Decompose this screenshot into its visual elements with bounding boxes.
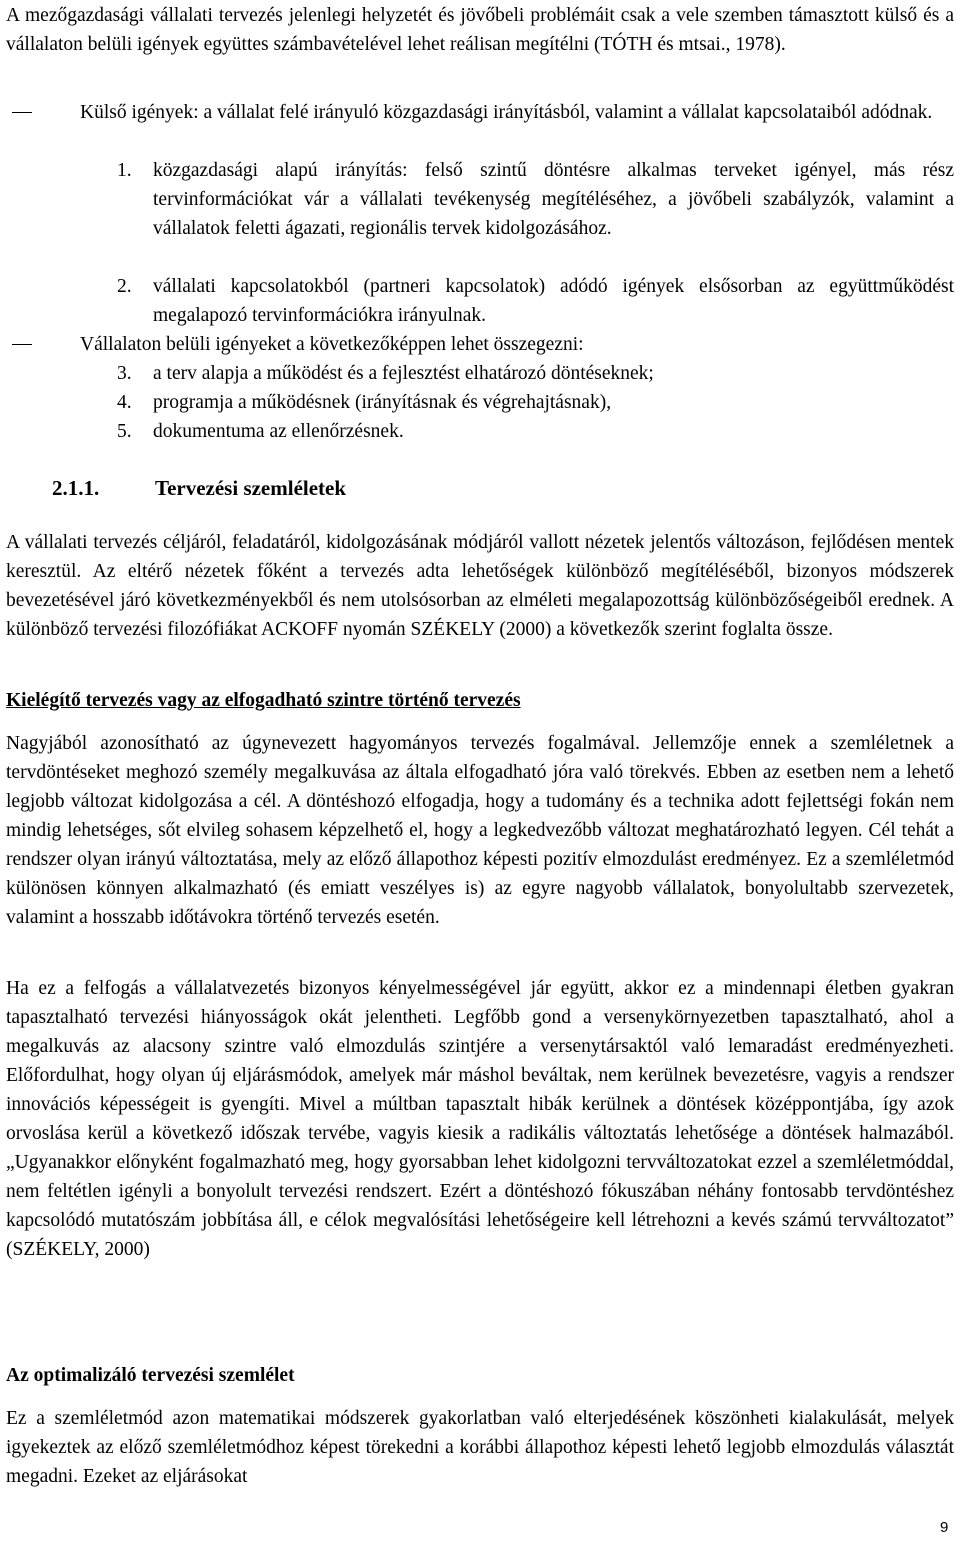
list-number: 2. [117, 276, 132, 297]
list-text: a terv alapja a működést és a fejlesztést elhatározó döntéseknek; [153, 363, 654, 384]
list-number: 5. [117, 421, 132, 442]
internal-needs-text: Vállalaton belüli igényeket a következőképpen lehet összegezni: [80, 334, 584, 355]
list-number: 4. [117, 392, 132, 413]
list-text: közgazdasági alapú irányítás: felső szintű döntésre alkalmas terveket igényel, más rész tervinformációkat vár a vállalati tevékenység megítéléséhez, a jövőbeli szabályzók, valamint a vállalatok feletti ágazati, regionális tervek kidolgozásához. [153, 160, 954, 239]
list-text: vállalati kapcsolatokból (partneri kapcsolatok) adódó igények elsősorban az együttműködést megalapozó tervinformációkra irányulnak. [153, 276, 954, 326]
paragraph-optimizing: Ez a szemléletmód azon matematikai módszerek gyakorlatban való elterjedésének köszönheti kialakulását, melyek igyekeztek az előző szemléletmódhoz képest törekedni a korábbi állapothoz képesti lehető legjobb elmozdulás választát megadni. Ezeket az eljárásokat [6, 1408, 954, 1487]
subheading-optimizing: Az optimalizáló tervezési szemlélet [6, 1365, 295, 1386]
list-number: 3. [117, 363, 132, 384]
list-number: 1. [117, 160, 132, 181]
external-needs-text: Külső igények: a vállalat felé irányuló közgazdasági irányításból, valamint a vállalat kapcsolataiból adódnak. [80, 102, 933, 123]
dash-bullet-icon [12, 344, 32, 345]
list-text: programja a működésnek (irányításnak és végrehajtásnak), [153, 392, 612, 413]
list-text: dokumentuma az ellenőrzésnek. [153, 421, 404, 442]
page-number: 9 [940, 1519, 949, 1536]
paragraph-consequences: Ha ez a felfogás a vállalatvezetés bizonyos kényelmességével jár együtt, akkor ez a mindennapi életben gyakran tapasztalható tervezési hiányosságok okát jelentheti. Legfőbb gond a versenykörnyezetben tapasztalható, ahol a megalkuvás az alacsony szintre való elmozdulás szintjére a versenytársaktól való lemaradást eredményezheti. Előfordulhat, hogy olyan új eljárásmódok, amelyek már máshol beváltak, nem kerülnek bevezetésre, vagyis a rendszer innovációs képességeit is gyengíti. Mivel a múltban tapasztalt hibák kerülnek a döntések középpontjába, így azok orvoslása kerül a következő időszak tervébe, vagyis kiesik a radikális változtatás lehetősége a döntések halmazából. „Ugyanakkor előnyként fogalmazható meg, hogy gyorsabban lehet kidolgozni tervváltozatokat ezzel a szemléletmóddal, nem feltétlen igényli a bonyolult tervezési rendszert. Ezért a döntéshozó fókuszában néhány fontosabb tervdöntéshez kapcsolódó mutatószám jobbítása áll, e célok megvalósítási lehetőségeire kell létrehozni a kevés számú tervváltozatot” (SZÉKELY, 2000) [6, 978, 954, 1260]
paragraph-satisficing: Nagyjából azonosítható az úgynevezett hagyományos tervezés fogalmával. Jellemzője ennek a szemléletnek a tervdöntéseket meghozó személy megalkuvása az általa elfogadható jóra való törekvés. Ebben az esetben nem a lehető legjobb változat kidolgozása a cél. A döntéshozó elfogadja, hogy a tudomány és a technika adott fejlettségi fokán nem mindig lehetséges, sőt elvileg sohasem képzelhető el, hogy a legkedvezőbb változat meghatározható legyen. Cél tehát a rendszer olyan irányú változtatása, mely az előző állapothoz képesti pozitív elmozdulást eredményez. Ez a szemléletmód különösen könnyen alkalmazható (és emiatt veszélyes is) az egyre nagyobb vállalatok, bonyolultabb szervezetek, valamint a hosszabb időtávokra történő tervezés esetén. [6, 733, 954, 928]
section-number: 2.1.1. [52, 476, 100, 500]
subheading-satisficing: Kielégítő tervezés vagy az elfogadható szintre történő tervezés [6, 690, 521, 711]
paragraph-approaches: A vállalati tervezés céljáról, feladatáról, kidolgozásának módjáról vallott nézetek jelentős változáson, fejlődésen mentek keresztül. Az eltérő nézetek főként a tervezés adta lehetőségek különböző megítéléséből, bizonyos módszerek bevezetésével járó következményekből és nem utolsósorban az elméleti megalapozottság különbözőségeiből erednek. A különböző tervezési filozófiákat ACKOFF nyomán SZÉKELY (2000) a következők szerint foglalta össze. [6, 532, 954, 640]
intro-paragraph: A mezőgazdasági vállalati tervezés jelenlegi helyzetét és jövőbeli problémáit csak a vele szemben támasztott külső és a vállalaton belüli igények együttes számbavételével lehet reálisan megítélni (TÓTH és mtsai., 1978). [6, 5, 954, 55]
section-title: Tervezési szemléletek [155, 476, 347, 500]
